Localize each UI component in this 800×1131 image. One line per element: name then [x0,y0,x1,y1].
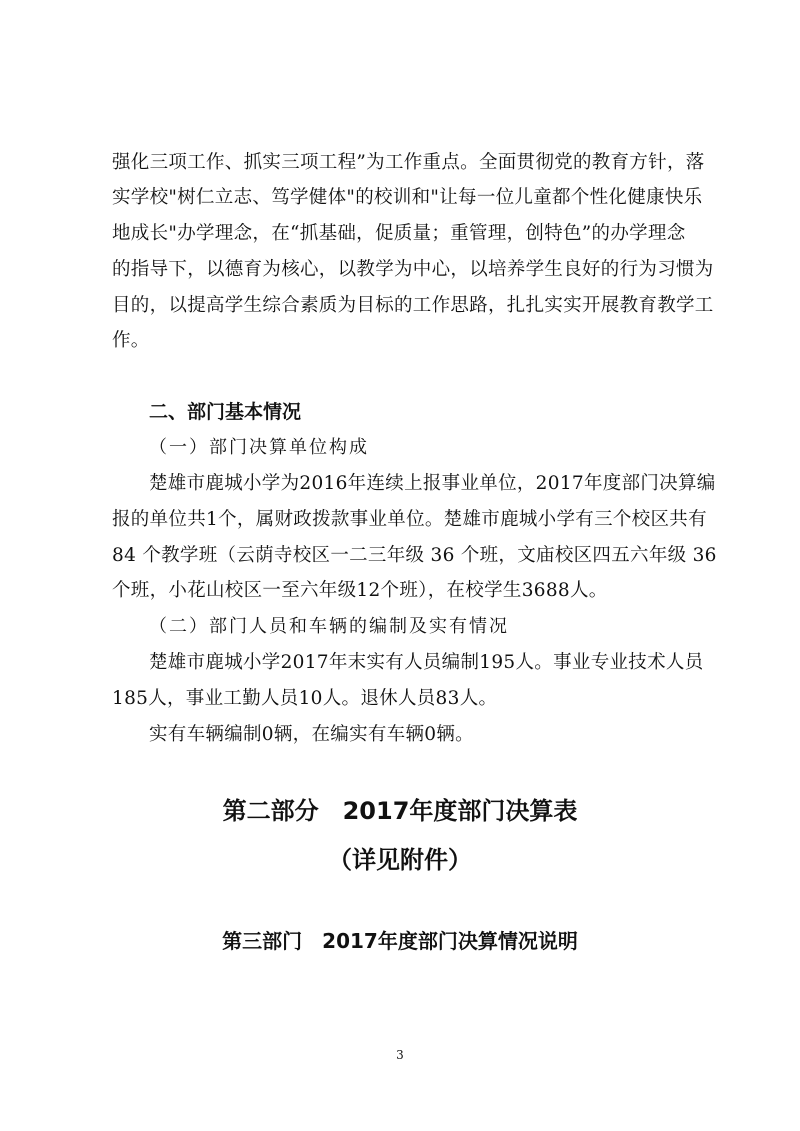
section-heading: 二、部门基本情况 [149,401,302,423]
subsection-heading: （二）部门人员和车辆的编制及实有情况 [149,616,509,637]
subsection-heading: （一）部门决算单位构成 [149,437,369,458]
part-title: 第二部分 2017年度部门决算表 [222,797,578,825]
paragraph-line: 地成长"办学理念，在“抓基础，促质量；重管理，创特色”的办学理念 [112,223,686,244]
page-number: 3 [396,1048,404,1062]
part-subtitle: （详见附件） [328,846,472,874]
part-title: 第三部门 2017年度部门决算情况说明 [222,929,578,953]
paragraph-line: 个班，小花山校区一至六年级12个班），在校学生3688人。 [112,580,608,601]
paragraph-line: 185人，事业工勤人员10人。退休人员83人。 [112,688,498,709]
paragraph-line: 强化三项工作、抓实三项工程”为工作重点。全面贯彻党的教育方针，落 [112,152,705,173]
paragraph-line: 报的单位共1个，属财政拨款事业单位。楚雄市鹿城小学有三个校区共有 [112,509,707,530]
paragraph-line: 实有车辆编制0辆，在编实有车辆0辆。 [149,724,474,745]
paragraph-line: 84 个教学班（云荫寺校区一二三年级 36 个班，文庙校区四五六年级 36 [112,545,717,566]
paragraph-line: 楚雄市鹿城小学为2016年连续上报事业单位，2017年度部门决算编 [149,473,716,494]
paragraph-line: 目的，以提高学生综合素质为目标的工作思路，扎扎实实开展教育教学工 [112,295,714,316]
paragraph-line: 实学校"树仁立志、笃学健体"的校训和"让每一位儿童都个性化健康快乐 [112,187,703,208]
paragraph-line: 作。 [112,330,150,351]
paragraph-line: 的指导下，以德育为核心，以教学为中心，以培养学生良好的行为习惯为 [112,259,714,280]
paragraph-line: 楚雄市鹿城小学2017年末实有人员编制195人。事业专业技术人员 [149,652,704,673]
